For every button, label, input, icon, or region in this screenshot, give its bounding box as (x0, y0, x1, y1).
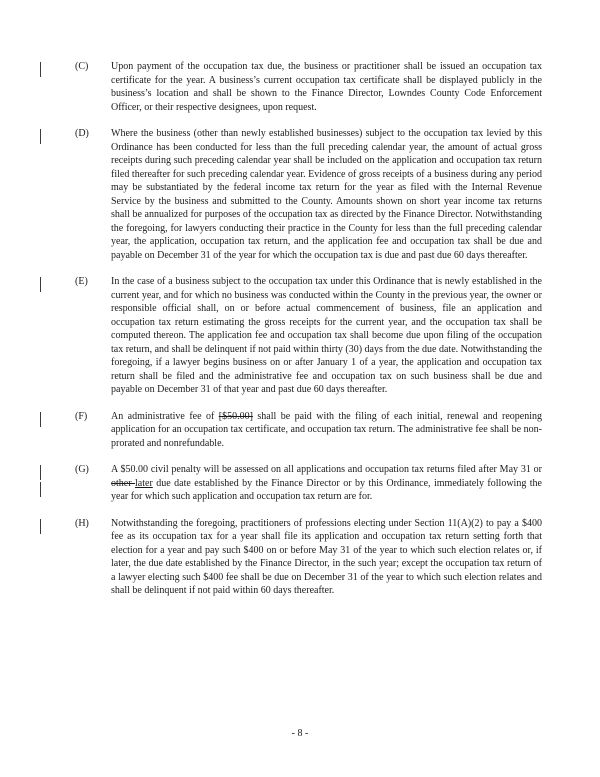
inserted-text: later (135, 477, 153, 489)
revision-mark-column (40, 410, 75, 451)
paragraph-text (111, 127, 542, 262)
revision-mark-column (40, 463, 75, 504)
paragraph-label: (E) (75, 276, 88, 287)
paragraph-d (40, 127, 542, 262)
page-number: - 8 - (291, 728, 309, 739)
revision-mark-column (40, 127, 75, 262)
text-segment: Where the business (other than newly established businesses) subject to the occupation tax levied by this Ordinance has been conducted for less than the full preceding calendar year, the amount of actual gross receipts during such preceding calendar year shall be included on the application and occupation tax return filed thereafter for such preceding calendar year. Evidence of gross receipts of a business during any period may be substantiated by the federal income tax return for the year as filed with the Internal Revenue Service by the business and submitted to the County. Amounts shown on short year income tax returns shall be annualized for purposes of the occupation tax as directed by the Finance Director. Notwithstanding the foregoing, for lawyers conducting their practice in the County for less than the full preceding calendar year, the application, occupation tax return, and the application fee and occupation tax shall be due and payable on December 31 of the year for which the occupation tax is due and past due 60 days thereafter. (111, 128, 542, 261)
revision-bar (40, 465, 41, 480)
paragraph-text (111, 275, 542, 397)
paragraph-label: (D) (75, 128, 89, 139)
paragraph-text (111, 60, 542, 114)
paragraph-text (111, 517, 542, 598)
document-body (40, 60, 542, 611)
text-segment: An administrative fee of (111, 410, 219, 422)
text-segment: A $50.00 civil penalty will be assessed on all applications and occupation tax returns filed after May 31 or (111, 464, 542, 475)
revision-mark-column (40, 60, 75, 114)
paragraph-label: (H) (75, 517, 89, 529)
text-segment: shall be paid with the filing of each initial, renewal and reopening application for an occupation tax certificate, and occupation tax return. The administrative fee shall be non-prorated and nonrefundable. (111, 410, 543, 449)
deleted-text: other (111, 477, 136, 489)
paragraph-text (111, 410, 542, 451)
text-segment: due date established by the Finance Director or by this Ordinance, immediately following the year for which such application and occupation tax return are for. (111, 477, 542, 502)
revision-mark-column (40, 275, 75, 397)
text-segment: Upon payment of the occupation tax due, the business or practitioner shall be issued an occupation tax certificate for the year. A business’s current occupation tax certificate shall be displayed publicly in the business’s location and shall be shown to the Finance Director, Lowndes County Code Enforcement Officer, or their respective designees, upon request. (111, 61, 542, 113)
paragraph-h (40, 517, 542, 598)
revision-bar (40, 62, 41, 77)
revision-bar (40, 129, 41, 144)
deleted-text: [$50.00] (218, 410, 253, 422)
paragraph-c (40, 60, 542, 114)
paragraph-g (40, 463, 542, 504)
paragraph-label: (G) (75, 464, 89, 475)
revision-bar (40, 482, 41, 497)
paragraph-text (111, 463, 542, 504)
paragraph-f (40, 410, 542, 451)
revision-bar (40, 519, 41, 534)
revision-mark-column (40, 517, 75, 598)
revision-bar (40, 277, 41, 292)
paragraph-e (40, 275, 542, 397)
text-segment: Notwithstanding the foregoing, practitioners of professions electing under Section 11(A)(2) to pay a $400 fee as its occupation tax for a year shall file its application and occupation tax return setting forth that election for a year and pay such $400 on or before May 31 of the year to which such election relates or, if later, the due date established by the Finance Director, in the such year; except the occupation tax return of a lawyer electing such $400 fee shall be due on December 31 of the year to which such election relates and shall be delinquent if not paid within 60 days thereafter. (111, 517, 542, 596)
revision-bar (40, 412, 41, 427)
paragraph-label: (C) (75, 61, 89, 72)
paragraph-label: (F) (75, 410, 88, 422)
text-segment: In the case of a business subject to the occupation tax under this Ordinance that is newly established in the current year, and for which no business was conducted within the County in the previous year, the owner or responsible official shall, on or before actual commencement of business, file an application and occupation tax return estimating the gross receipts for the current year, and the occupation tax shall be computed thereon. The application fee and occupation tax shall become due upon filing of the occupation tax return, and shall be delinquent if not paid within thirty (30) days from the due date. Notwithstanding the foregoing, if a lawyer begins business on or after January 1 of a year, the application and occupation tax return shall be filed and the administrative fee and occupation tax on such business shall be due and payable on December 31 of that year and past due 60 days thereafter. (111, 276, 543, 395)
